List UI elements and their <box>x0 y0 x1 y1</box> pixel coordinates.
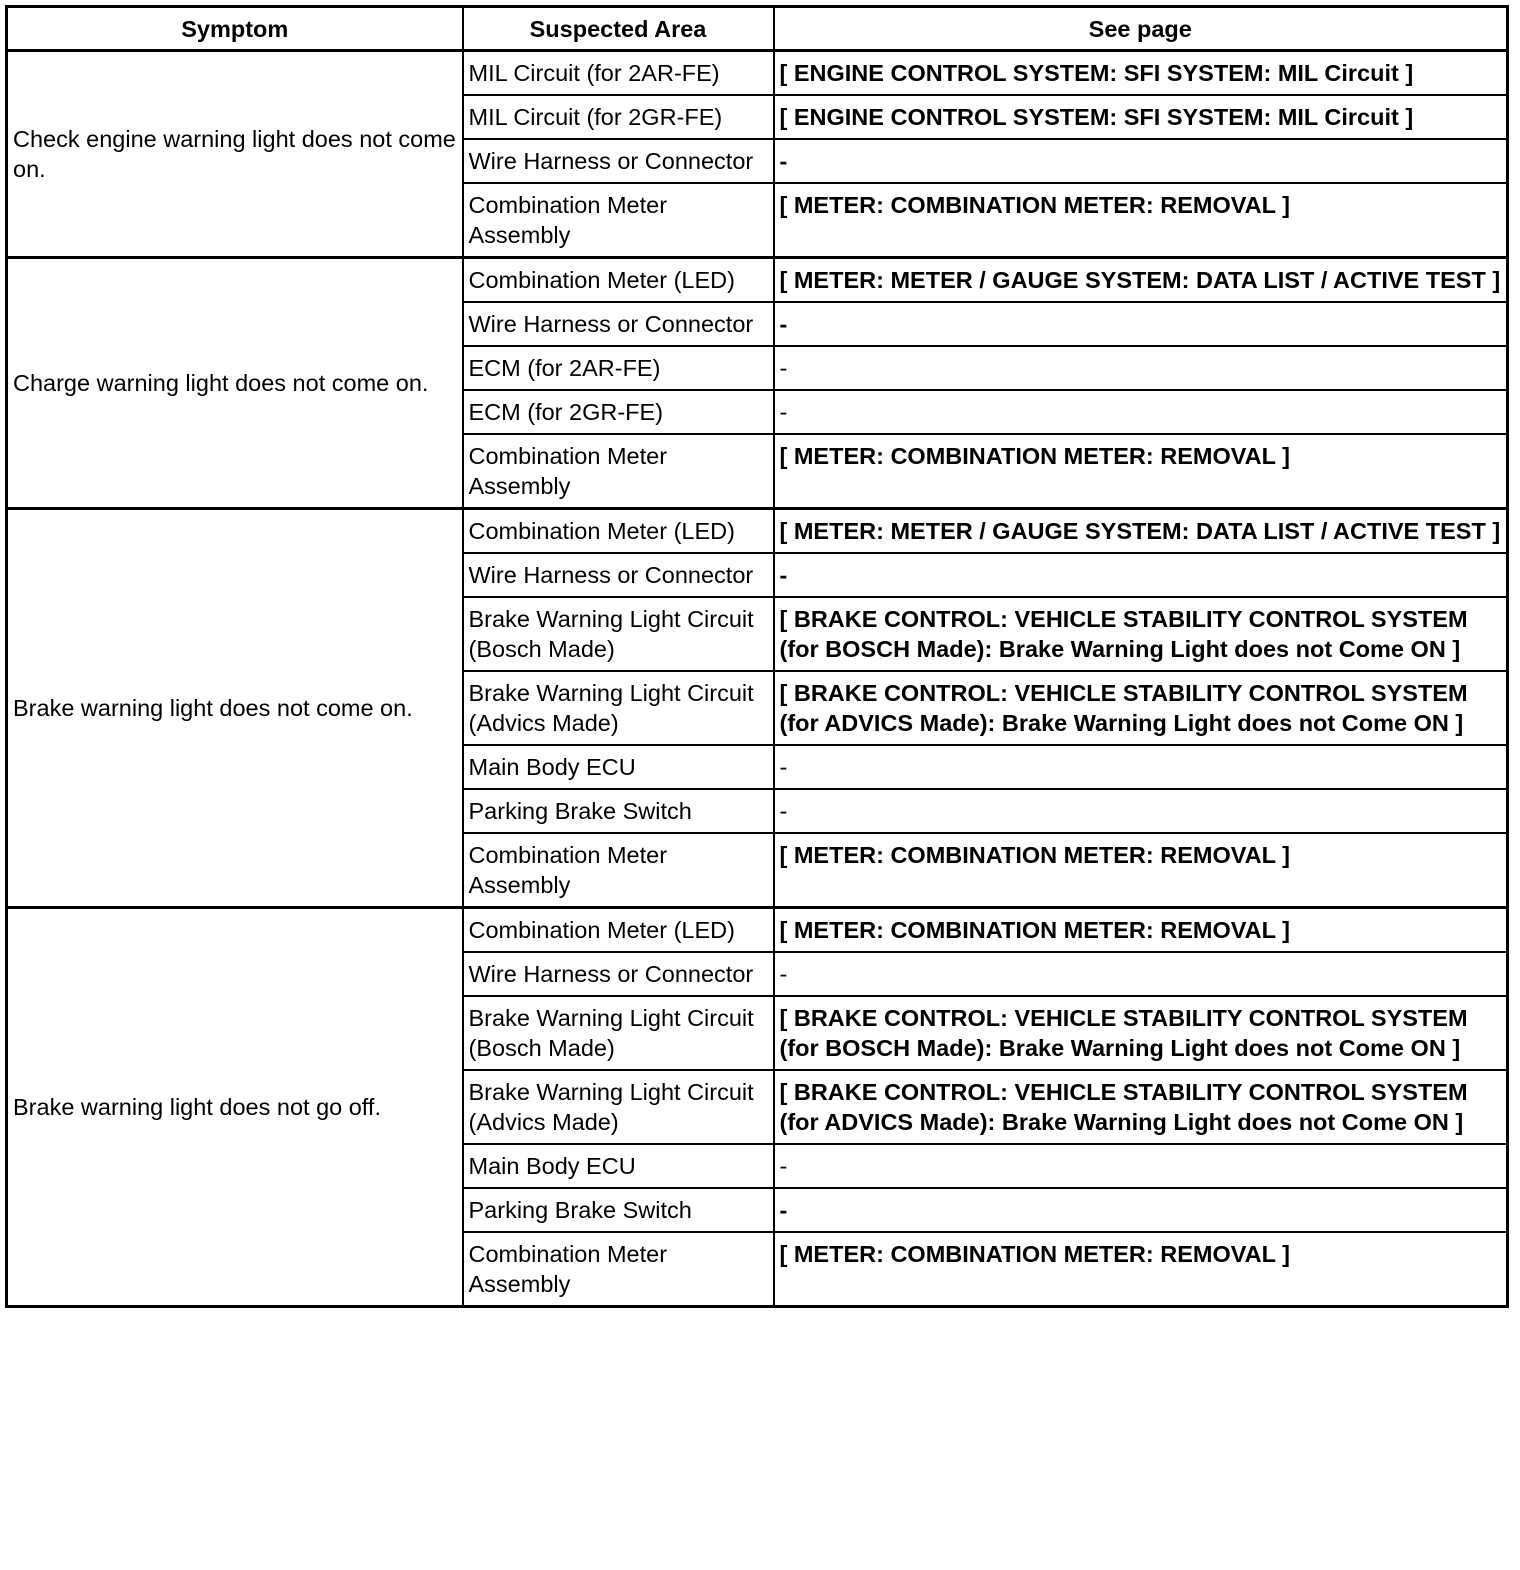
suspected-area-cell: Wire Harness or Connector <box>463 952 774 996</box>
symptom-cell: Brake warning light does not go off. <box>7 908 463 1307</box>
see-page-reference: - <box>774 745 1508 789</box>
suspected-area-cell: Parking Brake Switch <box>463 789 774 833</box>
see-page-reference: - <box>774 346 1508 390</box>
symptom-cell: Check engine warning light does not come on. <box>7 51 463 258</box>
symptom-group-charge <box>7 258 1508 509</box>
symptom-group-check-engine <box>7 51 1508 258</box>
see-page-reference[interactable]: [ METER: COMBINATION METER: REMOVAL ] <box>774 183 1508 258</box>
see-page-reference: - <box>774 553 1508 597</box>
table-row <box>7 51 1508 96</box>
see-page-reference[interactable]: [ METER: METER / GAUGE SYSTEM: DATA LIST / ACTIVE TEST ] <box>774 509 1508 554</box>
table-header <box>7 7 1508 51</box>
see-page-reference[interactable]: [ METER: COMBINATION METER: REMOVAL ] <box>774 833 1508 908</box>
suspected-area-cell: Combination Meter Assembly <box>463 833 774 908</box>
header-suspected-area: Suspected Area <box>463 7 774 51</box>
symptom-group-brake-not-off <box>7 908 1508 1307</box>
suspected-area-cell: MIL Circuit (for 2GR-FE) <box>463 95 774 139</box>
suspected-area-cell: Main Body ECU <box>463 1144 774 1188</box>
suspected-area-cell: Wire Harness or Connector <box>463 139 774 183</box>
suspected-area-cell: Brake Warning Light Circuit (Advics Made) <box>463 671 774 745</box>
see-page-reference[interactable]: [ METER: COMBINATION METER: REMOVAL ] <box>774 1232 1508 1307</box>
symptom-cell: Charge warning light does not come on. <box>7 258 463 509</box>
see-page-reference[interactable]: [ METER: METER / GAUGE SYSTEM: DATA LIST / ACTIVE TEST ] <box>774 258 1508 303</box>
see-page-reference[interactable]: [ ENGINE CONTROL SYSTEM: SFI SYSTEM: MIL Circuit ] <box>774 95 1508 139</box>
suspected-area-cell: MIL Circuit (for 2AR-FE) <box>463 51 774 96</box>
table-row <box>7 509 1508 554</box>
header-see-page: See page <box>774 7 1508 51</box>
symptom-cell: Brake warning light does not come on. <box>7 509 463 908</box>
see-page-reference: - <box>774 1144 1508 1188</box>
suspected-area-cell: Main Body ECU <box>463 745 774 789</box>
see-page-reference: - <box>774 390 1508 434</box>
header-symptom: Symptom <box>7 7 463 51</box>
suspected-area-cell: Brake Warning Light Circuit (Bosch Made) <box>463 996 774 1070</box>
problem-symptoms-table <box>5 5 1509 1308</box>
see-page-reference: - <box>774 302 1508 346</box>
see-page-reference[interactable]: [ ENGINE CONTROL SYSTEM: SFI SYSTEM: MIL Circuit ] <box>774 51 1508 96</box>
table-row <box>7 258 1508 303</box>
see-page-reference[interactable]: [ BRAKE CONTROL: VEHICLE STABILITY CONTROL SYSTEM (for BOSCH Made): Brake Warning Light does not Come ON ] <box>774 597 1508 671</box>
suspected-area-cell: Combination Meter (LED) <box>463 509 774 554</box>
suspected-area-cell: Combination Meter (LED) <box>463 258 774 303</box>
suspected-area-cell: Combination Meter Assembly <box>463 1232 774 1307</box>
see-page-reference[interactable]: [ BRAKE CONTROL: VEHICLE STABILITY CONTROL SYSTEM (for BOSCH Made): Brake Warning Light does not Come ON ] <box>774 996 1508 1070</box>
see-page-reference: - <box>774 952 1508 996</box>
see-page-reference[interactable]: [ BRAKE CONTROL: VEHICLE STABILITY CONTROL SYSTEM (for ADVICS Made): Brake Warning Light does not Come ON ] <box>774 671 1508 745</box>
symptom-group-brake-not-on <box>7 509 1508 908</box>
see-page-reference[interactable]: [ METER: COMBINATION METER: REMOVAL ] <box>774 434 1508 509</box>
suspected-area-cell: Combination Meter (LED) <box>463 908 774 953</box>
suspected-area-cell: Parking Brake Switch <box>463 1188 774 1232</box>
suspected-area-cell: Wire Harness or Connector <box>463 302 774 346</box>
suspected-area-cell: Wire Harness or Connector <box>463 553 774 597</box>
suspected-area-cell: Combination Meter Assembly <box>463 183 774 258</box>
see-page-reference: - <box>774 139 1508 183</box>
header-row <box>7 7 1508 51</box>
suspected-area-cell: ECM (for 2AR-FE) <box>463 346 774 390</box>
see-page-reference: - <box>774 789 1508 833</box>
suspected-area-cell: ECM (for 2GR-FE) <box>463 390 774 434</box>
see-page-reference[interactable]: [ BRAKE CONTROL: VEHICLE STABILITY CONTROL SYSTEM (for ADVICS Made): Brake Warning Light does not Come ON ] <box>774 1070 1508 1144</box>
suspected-area-cell: Combination Meter Assembly <box>463 434 774 509</box>
suspected-area-cell: Brake Warning Light Circuit (Bosch Made) <box>463 597 774 671</box>
suspected-area-cell: Brake Warning Light Circuit (Advics Made) <box>463 1070 774 1144</box>
table-row <box>7 908 1508 953</box>
see-page-reference[interactable]: [ METER: COMBINATION METER: REMOVAL ] <box>774 908 1508 953</box>
see-page-reference: - <box>774 1188 1508 1232</box>
